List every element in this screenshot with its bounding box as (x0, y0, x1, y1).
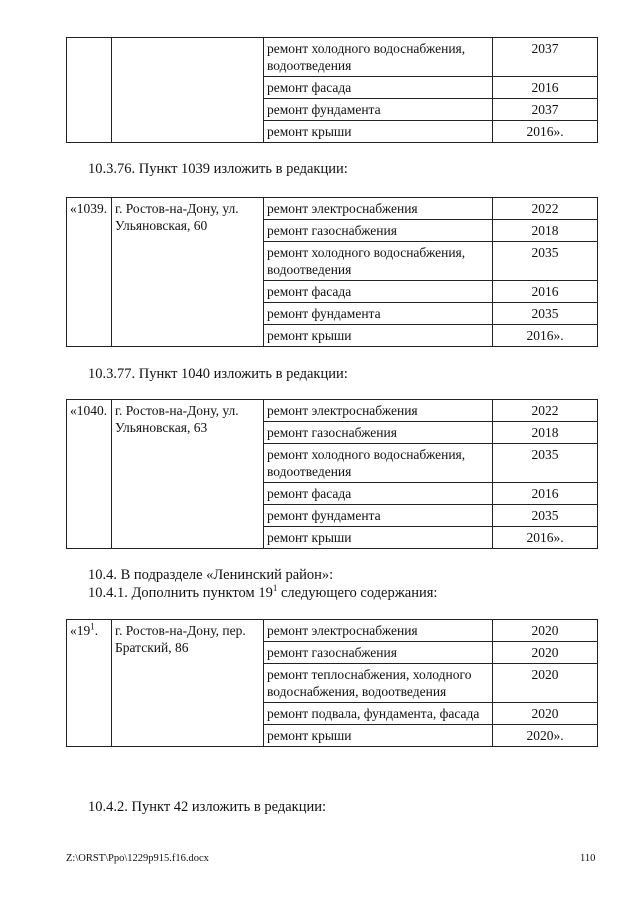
paragraph-10-3-77: 10.3.77. Пункт 1040 изложить в редакции: (88, 366, 348, 382)
footer-file-path: Z:\ORST\Ppo\1229p915.f16.docx (66, 853, 209, 864)
year-cell: 2037 (493, 99, 598, 121)
year-cell: 2020 (493, 642, 598, 664)
year-cell: 2020 (493, 620, 598, 642)
year-cell: 2035 (493, 242, 598, 281)
work-cell: ремонт электроснабжения (264, 198, 493, 220)
work-cell: ремонт фундамента (264, 303, 493, 325)
work-cell: ремонт теплоснабжения, холодного водоснабжения, водоотведения (264, 664, 493, 703)
paragraph-10-4-1 (88, 584, 437, 602)
year-cell: 2016». (493, 527, 598, 549)
year-cell: 2016 (493, 483, 598, 505)
year-cell: 2020 (493, 664, 598, 703)
year-cell: 2020». (493, 725, 598, 747)
number-prefix: «19 (70, 623, 91, 638)
paragraph-10-4: 10.4. В подразделе «Ленинский район»: (88, 567, 334, 583)
paragraph-10-4-1-suffix: следующего содержания: (277, 585, 438, 601)
table-1039 (66, 197, 598, 347)
table-row (67, 198, 598, 220)
top-table (66, 37, 598, 143)
footer-page-number: 110 (580, 853, 596, 864)
table-row (67, 38, 598, 77)
year-cell: 2016 (493, 77, 598, 99)
work-cell: ремонт фасада (264, 281, 493, 303)
work-cell: ремонт крыши (264, 325, 493, 347)
year-cell: 2035 (493, 505, 598, 527)
year-cell: 2022 (493, 198, 598, 220)
work-cell: ремонт фасада (264, 77, 493, 99)
number-suffix: . (94, 623, 99, 638)
table-1040 (66, 399, 598, 549)
number-cell (67, 620, 112, 747)
work-cell: ремонт фасада (264, 483, 493, 505)
superscript: 1 (272, 583, 278, 594)
work-cell: ремонт крыши (264, 527, 493, 549)
paragraph-10-3-76: 10.3.76. Пункт 1039 изложить в редакции: (88, 161, 348, 177)
work-cell: ремонт электроснабжения (264, 620, 493, 642)
year-cell: 2022 (493, 400, 598, 422)
year-cell: 2016 (493, 281, 598, 303)
work-cell: ремонт подвала, фундамента, фасада (264, 703, 493, 725)
year-cell: 2018 (493, 220, 598, 242)
work-cell: ремонт холодного водоснабжения, водоотведения (264, 242, 493, 281)
work-cell: ремонт фундамента (264, 505, 493, 527)
number-cell: «1039. (67, 198, 112, 347)
paragraph-10-4-2: 10.4.2. Пункт 42 изложить в редакции: (88, 799, 327, 815)
superscript: 1 (90, 621, 95, 632)
work-cell: ремонт электроснабжения (264, 400, 493, 422)
work-cell: ремонт фундамента (264, 99, 493, 121)
address-cell (112, 38, 264, 143)
table-row (67, 620, 598, 642)
year-cell: 2037 (493, 38, 598, 77)
number-cell (67, 38, 112, 143)
year-cell: 2018 (493, 422, 598, 444)
work-cell: ремонт газоснабжения (264, 422, 493, 444)
work-cell: ремонт холодного водоснабжения, водоотведения (264, 38, 493, 77)
year-cell: 2035 (493, 444, 598, 483)
year-cell: 2016». (493, 325, 598, 347)
address-cell: г. Ростов-на-Дону, ул. Ульяновская, 63 (112, 400, 264, 549)
table-19-1 (66, 619, 598, 747)
year-cell: 2020 (493, 703, 598, 725)
work-cell: ремонт крыши (264, 725, 493, 747)
table-row (67, 400, 598, 422)
work-cell: ремонт газоснабжения (264, 642, 493, 664)
address-cell: г. Ростов-на-Дону, ул. Ульяновская, 60 (112, 198, 264, 347)
address-cell: г. Ростов-на-Дону, пер. Братский, 86 (112, 620, 264, 747)
work-cell: ремонт крыши (264, 121, 493, 143)
year-cell: 2016». (493, 121, 598, 143)
paragraph-10-4-1-text: 10.4.1. Дополнить пунктом 19 (88, 585, 273, 601)
work-cell: ремонт газоснабжения (264, 220, 493, 242)
year-cell: 2035 (493, 303, 598, 325)
number-cell: «1040. (67, 400, 112, 549)
work-cell: ремонт холодного водоснабжения, водоотведения (264, 444, 493, 483)
